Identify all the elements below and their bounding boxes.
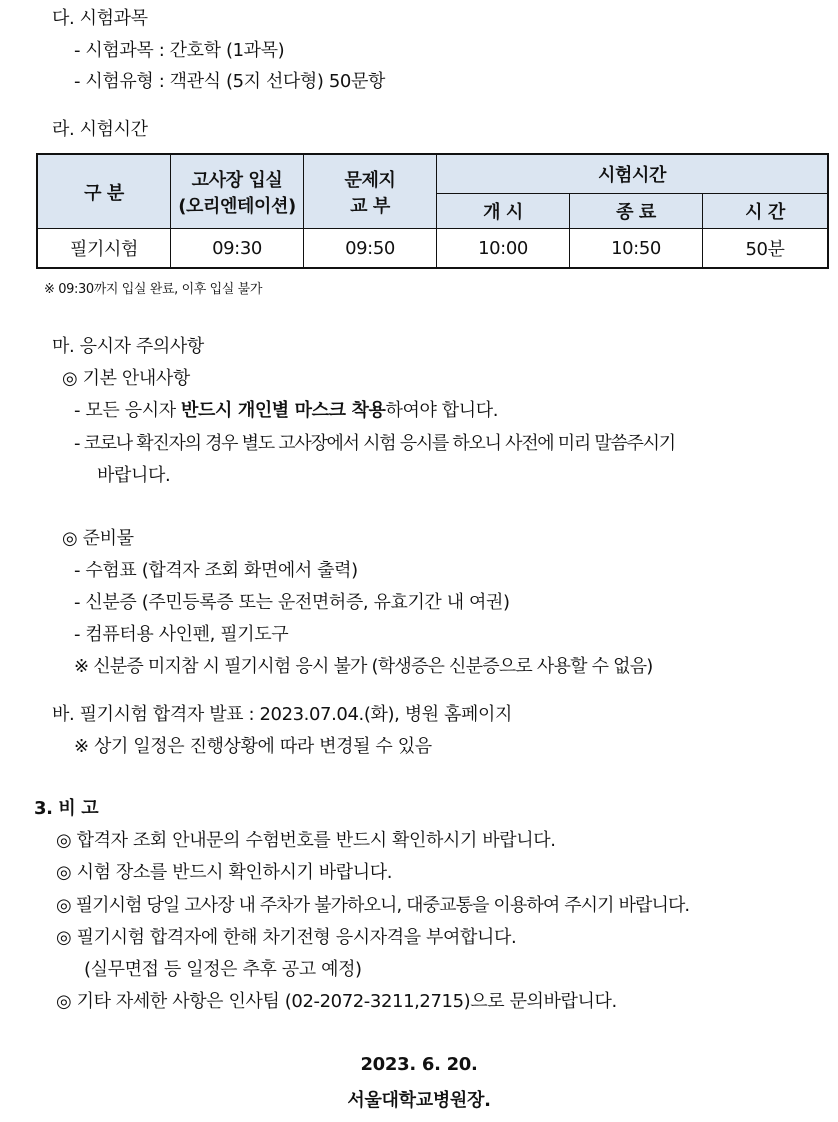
header-gubun: 구 분 — [37, 154, 171, 229]
exam-subject-item: - 시험과목 : 간호학 (1과목) — [74, 40, 285, 61]
header-entry-line2: (오리엔테이션) — [178, 195, 296, 217]
schedule-change-note: ※ 상기 일정은 진행상황에 따라 변경될 수 있음 — [74, 736, 432, 757]
header-paper-line1: 문제지 — [344, 169, 396, 191]
cell-start-time: 10:00 — [437, 229, 570, 269]
mask-notice — [74, 399, 498, 423]
interview-note: (실무면접 등 일정은 추후 공고 예정) — [84, 959, 362, 980]
header-entry-line1: 고사장 입실 — [191, 169, 283, 191]
covid-notice-line2: 바랍니다. — [97, 465, 171, 486]
entry-note: ※ 09:30까지 입실 완료, 이후 입실 불가 — [44, 282, 262, 297]
exam-schedule-table — [36, 153, 829, 269]
table-row — [37, 229, 828, 269]
prep-item: - 컴퓨터용 사인펜, 필기도구 — [74, 624, 289, 645]
remark-item: ◎ 필기시험 당일 고사장 내 주차가 불가하오니, 대중교통을 이용하여 주시기 바랍니다. — [56, 895, 690, 916]
issuer-name: 서울대학교병원장. — [347, 1090, 491, 1111]
cell-duration: 50분 — [703, 229, 829, 269]
cell-paper-time: 09:50 — [304, 229, 437, 269]
prep-item: - 수험표 (합격자 조회 화면에서 출력) — [74, 560, 358, 581]
header-paper — [304, 154, 437, 229]
header-duration: 시 간 — [703, 194, 829, 229]
remark-item: ◎ 필기시험 합격자에 한해 차기전형 응시자격을 부여합니다. — [56, 927, 517, 948]
covid-notice-line1: - 코로나 확진자의 경우 별도 고사장에서 시험 응시를 하오니 사전에 미리 말씀주시기 — [74, 433, 675, 454]
section-ra-title: 라. 시험시간 — [52, 119, 148, 140]
cell-end-time: 10:50 — [570, 229, 703, 269]
basic-guide-title: ◎ 기본 안내사항 — [62, 368, 190, 389]
header-paper-line2: 교 부 — [350, 195, 390, 217]
announcement-date: 2023. 6. 20. — [360, 1054, 478, 1075]
header-start: 개 시 — [437, 194, 570, 229]
cell-entry-time: 09:30 — [171, 229, 304, 269]
section-ma-title: 마. 응시자 주의사항 — [52, 336, 204, 357]
header-exam-time: 시험시간 — [437, 154, 829, 194]
prep-item: - 신분증 (주민등록증 또는 운전면허증, 유효기간 내 여권) — [74, 592, 510, 613]
exam-type-item: - 시험유형 : 객관식 (5지 선다형) 50문항 — [74, 71, 385, 92]
result-announcement: 바. 필기시험 합격자 발표 : 2023.07.04.(화), 병원 홈페이지 — [52, 704, 512, 725]
mask-notice-bold: 반드시 개인별 마스크 착용 — [181, 400, 386, 421]
section-da-title: 다. 시험과목 — [52, 8, 148, 29]
remark-item: ◎ 합격자 조회 안내문의 수험번호를 반드시 확인하시기 바랍니다. — [56, 830, 556, 851]
header-entry — [171, 154, 304, 229]
mask-notice-pre: - 모든 응시자 — [74, 400, 181, 421]
mask-notice-post: 하여야 합니다. — [385, 400, 499, 421]
header-end: 종 료 — [570, 194, 703, 229]
remark-item: ◎ 기타 자세한 사항은 인사팀 (02-2072-3211,2715)으로 문의바랍니다. — [56, 991, 617, 1012]
prep-title: ◎ 준비물 — [62, 528, 134, 549]
section-3-title: 3. 비 고 — [34, 798, 99, 819]
cell-type: 필기시험 — [37, 229, 171, 269]
id-card-note: ※ 신분증 미지참 시 필기시험 응시 불가 (학생증은 신분증으로 사용할 수 없음) — [74, 656, 653, 677]
remark-item: ◎ 시험 장소를 반드시 확인하시기 바랍니다. — [56, 862, 393, 883]
